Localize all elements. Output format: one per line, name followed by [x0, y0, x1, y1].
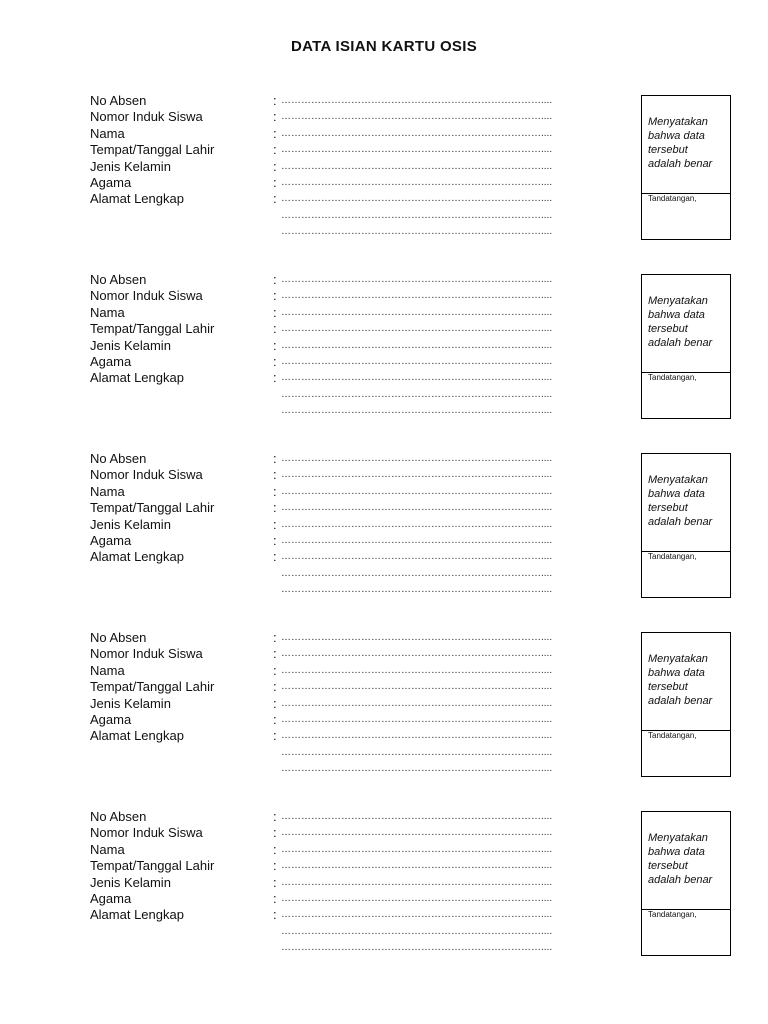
- fill-in-line[interactable]: ……………………………………………………………………....: [281, 160, 553, 172]
- field-row: [90, 159, 635, 175]
- fill-in-line[interactable]: ……………………………………………………………………....: [281, 193, 553, 205]
- field-row: [90, 858, 635, 874]
- field-label: Jenis Kelamin: [90, 695, 171, 711]
- fill-in-line[interactable]: ……………………………………………………………………....: [281, 405, 553, 417]
- fill-in-line[interactable]: ……………………………………………………………………....: [281, 144, 553, 156]
- fill-in-line[interactable]: ……………………………………………………………………....: [281, 485, 553, 497]
- statement-line: tersebut: [648, 323, 688, 335]
- osis-form-4: [0, 632, 768, 792]
- address-continuation-row: [90, 387, 635, 403]
- statement-box: [642, 275, 730, 373]
- fill-in-line[interactable]: ……………………………………………………………………....: [281, 681, 553, 693]
- field-row: [90, 126, 635, 142]
- statement-line: tersebut: [648, 681, 688, 693]
- fill-in-line[interactable]: ……………………………………………………………………....: [281, 632, 553, 643]
- field-label: No Absen: [90, 451, 147, 466]
- field-row: [90, 484, 635, 500]
- field-colon: :: [273, 874, 277, 890]
- fill-in-line[interactable]: ……………………………………………………………………....: [281, 942, 553, 954]
- field-label: No Absen: [90, 809, 147, 824]
- field-colon: :: [273, 695, 277, 711]
- signature-label: Tandatangan,: [648, 194, 697, 203]
- signature-card: [641, 95, 731, 240]
- osis-form-3: [0, 453, 768, 613]
- fill-in-line[interactable]: ……………………………………………………………………....: [281, 730, 553, 742]
- signature-card: [641, 274, 731, 419]
- statement-line: adalah benar: [648, 874, 713, 886]
- signature-label: Tandatangan,: [648, 373, 697, 382]
- field-colon: :: [273, 825, 277, 841]
- fill-in-line[interactable]: ……………………………………………………………………....: [281, 469, 553, 481]
- field-row: [90, 321, 635, 337]
- field-colon: :: [273, 646, 277, 662]
- field-colon: :: [273, 483, 277, 499]
- field-colon: :: [273, 662, 277, 678]
- osis-form-5: [0, 811, 768, 971]
- field-row: [90, 891, 635, 907]
- field-row: [90, 500, 635, 516]
- fill-in-line[interactable]: ……………………………………………………………………....: [281, 209, 553, 221]
- field-row: [90, 517, 635, 533]
- statement-line: adalah benar: [648, 516, 713, 528]
- signature-card: [641, 453, 731, 598]
- field-label: Nama: [90, 483, 125, 499]
- field-label: Alamat Lengkap: [90, 907, 184, 923]
- signature-card: [641, 632, 731, 777]
- fill-in-line[interactable]: ……………………………………………………………………....: [281, 226, 553, 238]
- statement-line: Menyatakan: [648, 116, 708, 128]
- field-row: [90, 679, 635, 695]
- fill-in-line[interactable]: ……………………………………………………………………....: [281, 339, 553, 351]
- field-colon: :: [273, 500, 277, 516]
- fill-in-line[interactable]: ……………………………………………………………………....: [281, 323, 553, 335]
- field-row: [90, 288, 635, 304]
- field-row: [90, 109, 635, 125]
- field-label: Agama: [90, 353, 132, 369]
- statement-box: [642, 454, 730, 552]
- statement-box: [642, 812, 730, 910]
- address-continuation-row: [90, 566, 635, 582]
- field-row: [90, 712, 635, 728]
- statement-line: tersebut: [648, 860, 688, 872]
- fill-in-line[interactable]: ……………………………………………………………………....: [281, 274, 553, 285]
- field-row: [90, 907, 635, 923]
- field-colon: :: [273, 467, 277, 483]
- field-colon: :: [273, 370, 277, 386]
- fill-in-line[interactable]: ……………………………………………………………………....: [281, 811, 553, 822]
- address-continuation-row: [90, 924, 635, 940]
- field-row: [90, 875, 635, 891]
- field-row: [90, 175, 635, 191]
- osis-form-1: [0, 95, 768, 255]
- statement-line: Menyatakan: [648, 295, 708, 307]
- fill-in-line[interactable]: ……………………………………………………………………....: [281, 127, 553, 139]
- field-row: [90, 549, 635, 565]
- form-fields: [90, 451, 635, 599]
- field-colon: :: [273, 304, 277, 320]
- field-row: [90, 370, 635, 386]
- field-label: Nama: [90, 125, 125, 141]
- signature-card: [641, 811, 731, 956]
- fill-in-line[interactable]: ……………………………………………………………………....: [281, 763, 553, 775]
- address-continuation-row: [90, 403, 635, 419]
- field-label: Alamat Lengkap: [90, 549, 184, 565]
- address-continuation-row: [90, 940, 635, 956]
- field-colon: :: [273, 679, 277, 695]
- field-row: [90, 646, 635, 662]
- address-continuation-row: [90, 745, 635, 761]
- field-row: [90, 191, 635, 207]
- field-row: [90, 272, 635, 288]
- field-label: Jenis Kelamin: [90, 516, 171, 532]
- field-label: Nomor Induk Siswa: [90, 109, 203, 125]
- address-continuation-row: [90, 582, 635, 598]
- field-colon: :: [273, 125, 277, 141]
- field-row: [90, 663, 635, 679]
- fill-in-line[interactable]: ……………………………………………………………………....: [281, 453, 553, 464]
- field-label: Nomor Induk Siswa: [90, 467, 203, 483]
- field-colon: :: [273, 907, 277, 923]
- fill-in-line[interactable]: ……………………………………………………………………....: [281, 584, 553, 596]
- field-colon: :: [273, 630, 277, 645]
- fill-in-line[interactable]: ……………………………………………………………………....: [281, 111, 553, 123]
- fill-in-line[interactable]: ……………………………………………………………………....: [281, 648, 553, 660]
- field-row: [90, 338, 635, 354]
- statement-line: Menyatakan: [648, 653, 708, 665]
- field-colon: :: [273, 191, 277, 207]
- fill-in-line[interactable]: ……………………………………………………………………....: [281, 551, 553, 563]
- field-row: [90, 728, 635, 744]
- statement-text: [648, 652, 730, 708]
- fill-in-line[interactable]: ……………………………………………………………………....: [281, 827, 553, 839]
- field-row: [90, 696, 635, 712]
- field-label: Nama: [90, 841, 125, 857]
- statement-box: [642, 96, 730, 194]
- fill-in-line[interactable]: ……………………………………………………………………....: [281, 746, 553, 758]
- field-row: [90, 467, 635, 483]
- statement-line: Menyatakan: [648, 474, 708, 486]
- field-label: Agama: [90, 711, 132, 727]
- field-label: No Absen: [90, 630, 147, 645]
- field-row: [90, 630, 635, 646]
- field-colon: :: [273, 451, 277, 466]
- form-fields: [90, 809, 635, 957]
- field-colon: :: [273, 858, 277, 874]
- field-colon: :: [273, 353, 277, 369]
- form-fields: [90, 272, 635, 420]
- page-title: DATA ISIAN KARTU OSIS: [290, 38, 478, 55]
- statement-box: [642, 633, 730, 731]
- fill-in-line[interactable]: ……………………………………………………………………....: [281, 713, 553, 725]
- statement-line: adalah benar: [648, 695, 713, 707]
- field-row: [90, 305, 635, 321]
- statement-text: [648, 831, 730, 887]
- fill-in-line[interactable]: ……………………………………………………………………....: [281, 502, 553, 514]
- statement-line: bahwa data: [648, 846, 705, 858]
- fill-in-line[interactable]: ……………………………………………………………………....: [281, 567, 553, 579]
- field-label: Nama: [90, 662, 125, 678]
- field-colon: :: [273, 272, 277, 287]
- field-label: Nama: [90, 304, 125, 320]
- fill-in-line[interactable]: ……………………………………………………………………....: [281, 664, 553, 676]
- statement-line: bahwa data: [648, 667, 705, 679]
- field-label: Alamat Lengkap: [90, 728, 184, 744]
- field-label: Tempat/Tanggal Lahir: [90, 679, 215, 695]
- fill-in-line[interactable]: ……………………………………………………………………....: [281, 372, 553, 384]
- form-fields: [90, 93, 635, 241]
- field-row: [90, 93, 635, 109]
- fill-in-line[interactable]: ……………………………………………………………………....: [281, 355, 553, 367]
- field-label: Agama: [90, 532, 132, 548]
- field-label: Nomor Induk Siswa: [90, 825, 203, 841]
- field-row: [90, 842, 635, 858]
- osis-form-2: [0, 274, 768, 434]
- field-colon: :: [273, 728, 277, 744]
- statement-line: bahwa data: [648, 309, 705, 321]
- field-colon: :: [273, 809, 277, 824]
- field-label: Tempat/Tanggal Lahir: [90, 500, 215, 516]
- field-label: Jenis Kelamin: [90, 158, 171, 174]
- fill-in-line[interactable]: ……………………………………………………………………....: [281, 925, 553, 937]
- statement-line: bahwa data: [648, 488, 705, 500]
- field-label: Jenis Kelamin: [90, 337, 171, 353]
- statement-line: tersebut: [648, 502, 688, 514]
- statement-line: Menyatakan: [648, 832, 708, 844]
- statement-line: bahwa data: [648, 130, 705, 142]
- field-colon: :: [273, 841, 277, 857]
- field-colon: :: [273, 158, 277, 174]
- field-label: Agama: [90, 174, 132, 190]
- field-label: Tempat/Tanggal Lahir: [90, 858, 215, 874]
- signature-label: Tandatangan,: [648, 552, 697, 561]
- fill-in-line[interactable]: ……………………………………………………………………....: [281, 876, 553, 888]
- statement-line: adalah benar: [648, 337, 713, 349]
- fill-in-line[interactable]: ……………………………………………………………………....: [281, 909, 553, 921]
- address-continuation-row: [90, 208, 635, 224]
- signature-label: Tandatangan,: [648, 731, 697, 740]
- fill-in-line[interactable]: ……………………………………………………………………....: [281, 843, 553, 855]
- field-row: [90, 451, 635, 467]
- field-label: Nomor Induk Siswa: [90, 646, 203, 662]
- field-colon: :: [273, 890, 277, 906]
- field-row: [90, 354, 635, 370]
- fill-in-line[interactable]: ……………………………………………………………………....: [281, 860, 553, 872]
- fill-in-line[interactable]: ……………………………………………………………………....: [281, 518, 553, 530]
- field-label: No Absen: [90, 272, 147, 287]
- statement-line: tersebut: [648, 144, 688, 156]
- field-label: Nomor Induk Siswa: [90, 288, 203, 304]
- statement-text: [648, 473, 730, 529]
- field-colon: :: [273, 516, 277, 532]
- field-label: Alamat Lengkap: [90, 191, 184, 207]
- field-label: No Absen: [90, 93, 147, 108]
- fill-in-line[interactable]: ……………………………………………………………………....: [281, 892, 553, 904]
- fill-in-line[interactable]: ……………………………………………………………………....: [281, 176, 553, 188]
- field-colon: :: [273, 109, 277, 125]
- form-fields: [90, 630, 635, 778]
- field-label: Tempat/Tanggal Lahir: [90, 142, 215, 158]
- fill-in-line[interactable]: ……………………………………………………………………....: [281, 95, 553, 106]
- signature-label: Tandatangan,: [648, 910, 697, 919]
- field-colon: :: [273, 174, 277, 190]
- fill-in-line[interactable]: ……………………………………………………………………....: [281, 290, 553, 302]
- fill-in-line[interactable]: ……………………………………………………………………....: [281, 697, 553, 709]
- field-label: Alamat Lengkap: [90, 370, 184, 386]
- address-continuation-row: [90, 224, 635, 240]
- field-label: Agama: [90, 890, 132, 906]
- address-continuation-row: [90, 761, 635, 777]
- field-label: Jenis Kelamin: [90, 874, 171, 890]
- field-row: [90, 809, 635, 825]
- field-row: [90, 533, 635, 549]
- field-colon: :: [273, 532, 277, 548]
- statement-line: adalah benar: [648, 158, 713, 170]
- field-row: [90, 142, 635, 158]
- statement-text: [648, 294, 730, 350]
- fill-in-line[interactable]: ……………………………………………………………………....: [281, 388, 553, 400]
- field-colon: :: [273, 142, 277, 158]
- field-row: [90, 825, 635, 841]
- field-label: Tempat/Tanggal Lahir: [90, 321, 215, 337]
- field-colon: :: [273, 321, 277, 337]
- statement-text: [648, 115, 730, 171]
- field-colon: :: [273, 93, 277, 108]
- field-colon: :: [273, 288, 277, 304]
- field-colon: :: [273, 711, 277, 727]
- fill-in-line[interactable]: ……………………………………………………………………....: [281, 306, 553, 318]
- field-colon: :: [273, 337, 277, 353]
- fill-in-line[interactable]: ……………………………………………………………………....: [281, 534, 553, 546]
- field-colon: :: [273, 549, 277, 565]
